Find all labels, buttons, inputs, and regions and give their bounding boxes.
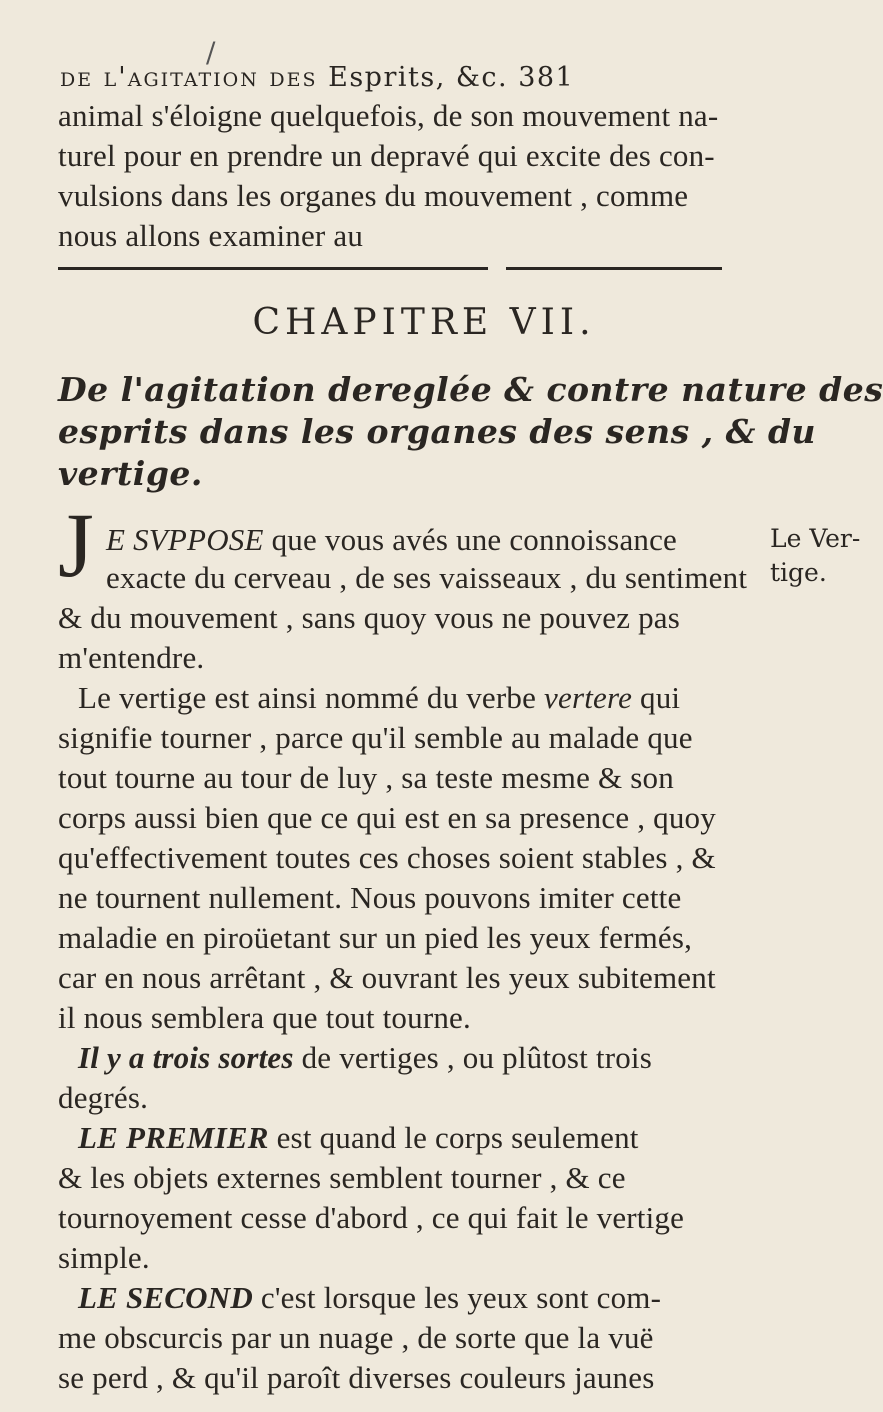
intro-line-2: turel pour en prendre un depravé qui excite des con-: [58, 138, 715, 173]
paragraph-2-line-2: signifie tourner , parce qu'il semble au malade que: [58, 720, 693, 755]
body-line-1-rest: que vous avés une connoissance: [263, 522, 678, 557]
paragraph-2-line-7: maladie en piroüetant sur un pied les yeux fermés,: [58, 920, 693, 955]
paragraph-5-line-2: me obscurcis par un nuage , de sorte que la vuë: [58, 1320, 654, 1355]
margin-note-line-1: Le Ver-: [770, 524, 861, 553]
body-line-3: & du mouvement , sans quoy vous ne pouvez pas: [58, 600, 681, 635]
p5-rest: c'est lorsque les yeux sont com-: [252, 1280, 662, 1315]
p2-text-b: qui: [632, 680, 681, 715]
chapter-rule-left: [58, 267, 488, 270]
running-head-suffix: , &c. 381: [435, 62, 575, 93]
drop-cap: J: [58, 494, 94, 596]
paragraph-4-line-2: & les objets externes semblent tourner , & ce: [58, 1160, 626, 1195]
chapter-title-line-3: vertige.: [58, 454, 203, 493]
chapter-rule-right: [506, 267, 722, 270]
p4-italic: LE PREMIER: [78, 1120, 269, 1155]
intro-line-3: vulsions dans les organes du mouvement , comme: [58, 178, 689, 213]
paragraph-2-line-9: il nous semblera que tout tourne.: [58, 1000, 471, 1035]
chapter-title-line-2: esprits dans les organes des sens , & du: [58, 412, 817, 451]
ink-mark: /: [206, 36, 216, 69]
paragraph-4-line-1: [78, 1118, 768, 1158]
body-line-4: m'entendre.: [58, 640, 205, 675]
margin-note-line-2: tige.: [770, 558, 827, 587]
paragraph-5-line-1: [78, 1278, 768, 1318]
paragraph-3-line-2: degrés.: [58, 1080, 149, 1115]
paragraph-2-line-6: ne tournent nullement. Nous pouvons imiter cette: [58, 880, 682, 915]
running-head-prefix: de l'agitation des: [60, 62, 329, 93]
body-line-2: exacte du cerveau , de ses vaisseaux , du sentiment: [106, 560, 748, 595]
paragraph-2-line-5: qu'effectivement toutes ces choses soient stables , &: [58, 840, 716, 875]
p4-rest: est quand le corps seulement: [268, 1120, 639, 1155]
intro-line-1: animal s'éloigne quelquefois, de son mouvement na-: [58, 98, 719, 133]
paragraph-5-line-3: se perd , & qu'il paroît diverses couleurs jaunes: [58, 1360, 655, 1395]
paragraph-4-line-4: simple.: [58, 1240, 150, 1275]
p2-text-a: Le vertige est ainsi nommé du verbe: [78, 680, 545, 715]
paragraph-2-line-1: [78, 678, 768, 718]
p5-italic: LE SECOND: [78, 1280, 253, 1315]
p3-italic: Il y a trois sortes: [78, 1040, 294, 1075]
p3-rest: de vertiges , ou plûtost trois: [293, 1040, 653, 1075]
intro-line-4: nous allons examiner au: [58, 218, 364, 253]
body-line-1: [106, 520, 746, 560]
paragraph-4-line-3: tournoyement cesse d'abord , ce qui fait le vertige: [58, 1200, 685, 1235]
chapter-heading: CHAPITRE VII.: [252, 302, 596, 343]
chapter-title-line-1: De l'agitation dereglée & contre nature des: [58, 370, 883, 409]
paragraph-2-line-8: car en nous arrêtant , & ouvrant les yeux subitement: [58, 960, 716, 995]
running-head: [60, 62, 750, 93]
paragraph-3-line-1: [78, 1038, 768, 1078]
paragraph-2-line-4: corps aussi bien que ce qui est en sa presence , quoy: [58, 800, 716, 835]
paragraph-2-line-3: tout tourne au tour de luy , sa teste mesme & son: [58, 760, 674, 795]
opening-words: E SVPPOSE: [106, 522, 264, 557]
running-head-word: Esprits: [328, 62, 436, 93]
latin-verb: vertere: [544, 680, 633, 715]
